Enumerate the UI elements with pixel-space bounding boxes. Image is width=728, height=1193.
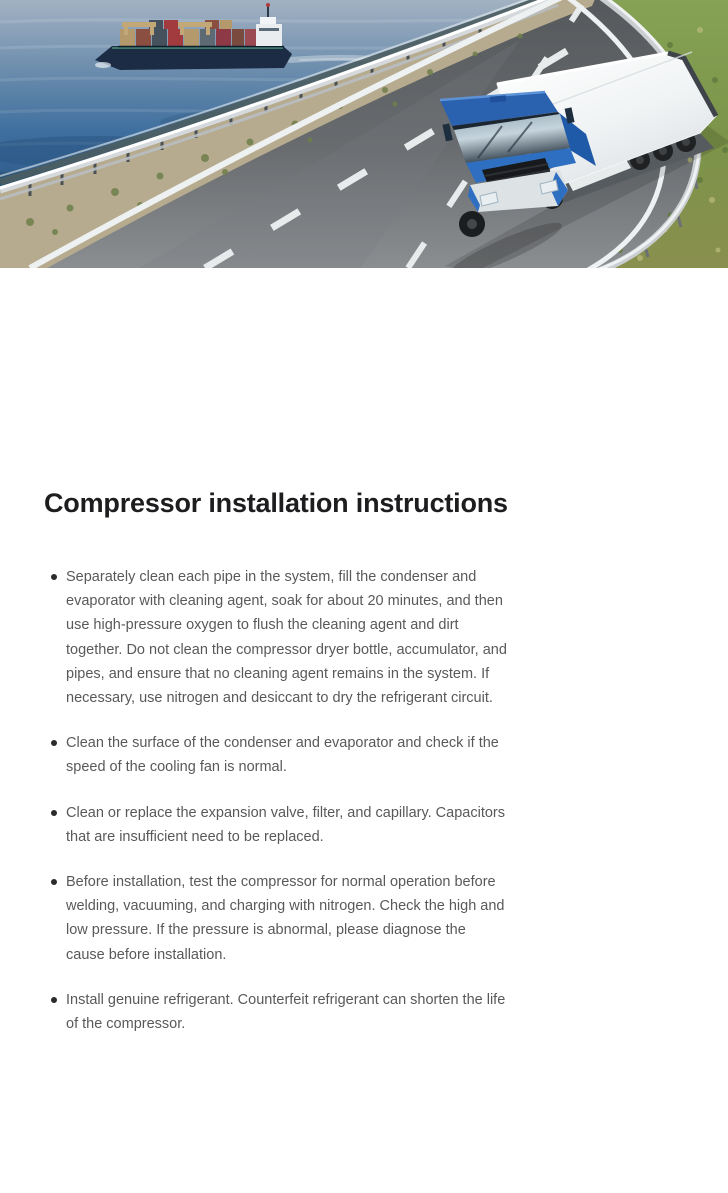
list-item-text: Clean or replace the expansion valve, filter, and capillary. Capacitors that are insufficient need to be replaced. [66,804,505,845]
hero-scene [0,0,728,268]
bullet-icon [51,810,57,816]
instructions-list [0,565,728,1036]
page-title: Compressor installation instructions [44,488,508,518]
list-item [66,731,508,779]
hero-image [0,0,728,268]
list-item-text: Before installation, test the compressor for normal operation before welding, vacuuming, and charging with nitrogen. Check the high and low pressure. If the pressure is abnormal, please diagnose the cause before installation. [66,874,505,963]
list-item [66,801,508,849]
bullet-icon [51,997,57,1003]
bullet-icon [51,574,57,580]
list-item [66,870,508,967]
ship-hull [95,46,292,70]
list-item-text: Separately clean each pipe in the system, fill the condenser and evaporator with cleaning agent, soak for about 20 minutes, and then use high-pressure oxygen to flush the cleaning agent and dirt together. Do not clean the compressor dryer bottle, accumulator, and pipes, and ensure that no cleaning agent remains in the system. If necessary, use nitrogen and desiccant to dry the refrigerant circuit. [66,569,507,707]
article [0,486,728,1036]
bullet-icon [51,740,57,746]
bullet-icon [51,879,57,885]
list-item-text: Install genuine refrigerant. Counterfeit refrigerant can shorten the life of the compressor. [66,991,506,1033]
list-item [66,565,508,710]
list-item-text: Clean the surface of the condenser and evaporator and check if the speed of the cooling fan is normal. [66,735,499,776]
list-item [66,988,508,1036]
